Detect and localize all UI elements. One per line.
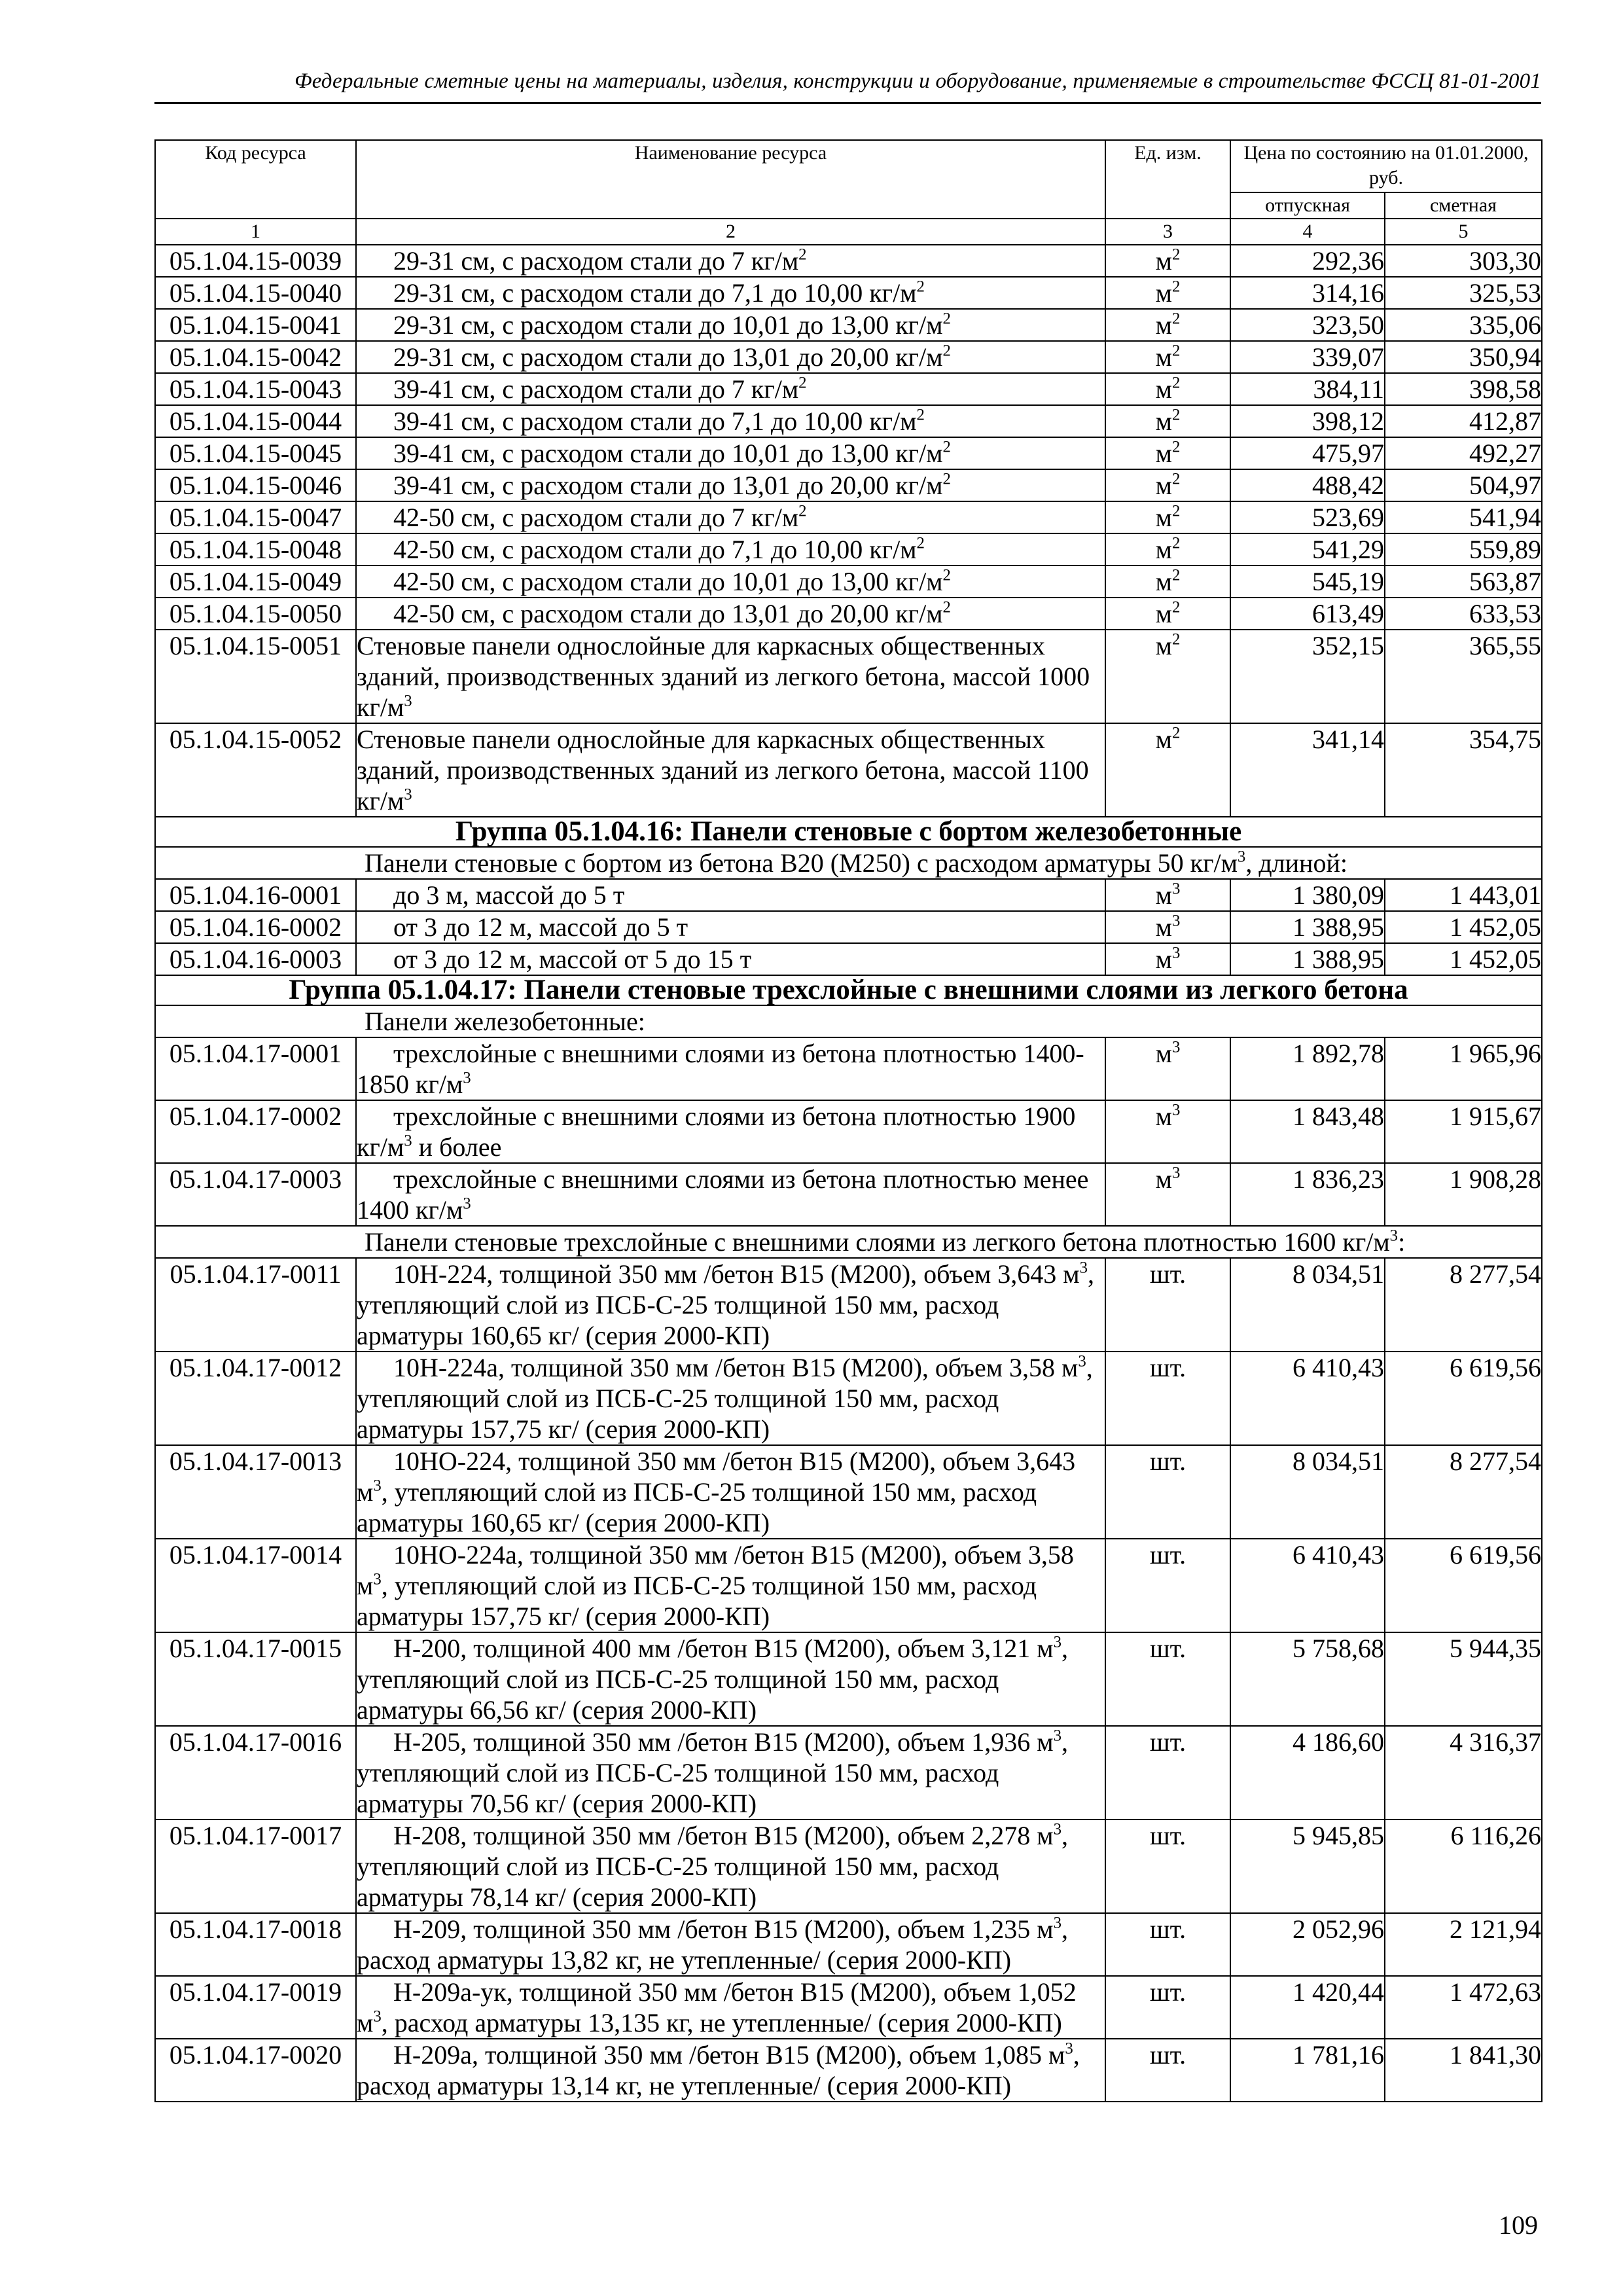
estimate-price: 563,87 <box>1385 565 1542 598</box>
release-price: 292,36 <box>1230 245 1385 277</box>
unit-of-measure: шт. <box>1105 1726 1230 1820</box>
resource-code: 05.1.04.16-0003 <box>155 943 356 975</box>
resource-code: 05.1.04.15-0042 <box>155 341 356 373</box>
release-price: 1 781,16 <box>1230 2039 1385 2102</box>
release-price: 339,07 <box>1230 341 1385 373</box>
table-row <box>155 911 1542 943</box>
unit-of-measure: $м^3$ <box>1105 1037 1230 1100</box>
estimate-price: 6 619,56 <box>1385 1539 1542 1632</box>
estimate-price: 6 619,56 <box>1385 1352 1542 1445</box>
release-price: 8 034,51 <box>1230 1445 1385 1539</box>
table-row <box>155 1820 1542 1913</box>
resource-name: 10Н-224, толщиной 350 мм /бетон В15 (М200), объем 3,643 $м^3$, утепляющий слой из ПСБ-С-25 толщиной 150 мм, расход арматуры 160,65 кг/ (серия 2000-КП) <box>356 1258 1105 1352</box>
table-row <box>155 405 1542 437</box>
resource-code: 05.1.04.16-0001 <box>155 879 356 911</box>
estimate-price: 8 277,54 <box>1385 1445 1542 1539</box>
resource-code: 05.1.04.15-0051 <box>155 630 356 723</box>
subheader-row <box>155 1005 1542 1037</box>
unit-of-measure: шт. <box>1105 1539 1230 1632</box>
estimate-price: 398,58 <box>1385 373 1542 405</box>
page-number: 109 <box>1499 2210 1538 2240</box>
table-row <box>155 723 1542 817</box>
unit-of-measure: $м^2$ <box>1105 277 1230 309</box>
resource-code: 05.1.04.15-0041 <box>155 309 356 341</box>
estimate-price: 8 277,54 <box>1385 1258 1542 1352</box>
table-row <box>155 630 1542 723</box>
unit-of-measure: шт. <box>1105 2039 1230 2102</box>
unit-of-measure: $м^2$ <box>1105 630 1230 723</box>
release-price: 8 034,51 <box>1230 1258 1385 1352</box>
unit-of-measure: $м^2$ <box>1105 341 1230 373</box>
estimate-price: 350,94 <box>1385 341 1542 373</box>
resource-name: 39-41 см, с расходом стали до 7 $кг/м^2$ <box>356 373 1105 405</box>
table-row <box>155 565 1542 598</box>
release-price: 1 892,78 <box>1230 1037 1385 1100</box>
resource-code: 05.1.04.15-0044 <box>155 405 356 437</box>
column-number-2: 2 <box>356 219 1105 245</box>
table-row <box>155 533 1542 565</box>
unit-of-measure: $м^2$ <box>1105 245 1230 277</box>
resource-code: 05.1.04.15-0048 <box>155 533 356 565</box>
release-price: 1 843,48 <box>1230 1100 1385 1163</box>
resource-name: 29-31 см, с расходом стали до 7,1 до 10,00 $кг/м^2$ <box>356 277 1105 309</box>
resource-code: 05.1.04.16-0002 <box>155 911 356 943</box>
unit-of-measure: шт. <box>1105 1632 1230 1726</box>
header-estimate-price: сметная <box>1385 192 1542 219</box>
resource-name: Н-205, толщиной 350 мм /бетон В15 (М200), объем 1,936 $м^3$, утепляющий слой из ПСБ-С-25 толщиной 150 мм, расход арматуры 70,56 кг/ (серия 2000-КП) <box>356 1726 1105 1820</box>
resource-name: трехслойные с внешними слоями из бетона плотностью 1900 $кг/м^3$ и более <box>356 1100 1105 1163</box>
unit-of-measure: $м^3$ <box>1105 879 1230 911</box>
resource-name: от 3 до 12 м, массой от 5 до 15 т <box>356 943 1105 975</box>
subheader-label: Панели стеновые с бортом из бетона В20 (М250) с расходом арматуры 50 $кг/м^3$, длиной: <box>155 847 1542 879</box>
estimate-price: 492,27 <box>1385 437 1542 469</box>
group-title: Группа 05.1.04.16: Панели стеновые с бортом железобетонные <box>155 817 1542 847</box>
release-price: 384,11 <box>1230 373 1385 405</box>
estimate-price: 365,55 <box>1385 630 1542 723</box>
resource-name: 10Н-224а, толщиной 350 мм /бетон В15 (М200), объем 3,58 $м^3$, утепляющий слой из ПСБ-С-25 толщиной 150 мм, расход арматуры 157,75 кг/ (серия 2000-КП) <box>356 1352 1105 1445</box>
group-header-row <box>155 817 1542 847</box>
unit-of-measure: $м^2$ <box>1105 723 1230 817</box>
table-row <box>155 598 1542 630</box>
header-price-group: Цена по состоянию на 01.01.2000, руб. <box>1230 140 1542 192</box>
release-price: 1 388,95 <box>1230 911 1385 943</box>
release-price: 5 758,68 <box>1230 1632 1385 1726</box>
estimate-price: 1 965,96 <box>1385 1037 1542 1100</box>
estimate-price: 412,87 <box>1385 405 1542 437</box>
resource-code: 05.1.04.17-0018 <box>155 1913 356 1976</box>
table-row <box>155 2039 1542 2102</box>
unit-of-measure: шт. <box>1105 1445 1230 1539</box>
resource-code: 05.1.04.17-0012 <box>155 1352 356 1445</box>
resource-code: 05.1.04.15-0043 <box>155 373 356 405</box>
table-row <box>155 1163 1542 1226</box>
resource-name: Н-209, толщиной 350 мм /бетон В15 (М200), объем 1,235 $м^3$, расход арматуры 13,82 кг, не утепленные/ (серия 2000-КП) <box>356 1913 1105 1976</box>
resource-code: 05.1.04.17-0017 <box>155 1820 356 1913</box>
unit-of-measure: $м^2$ <box>1105 565 1230 598</box>
resource-code: 05.1.04.15-0049 <box>155 565 356 598</box>
estimate-price: 1 841,30 <box>1385 2039 1542 2102</box>
table-row <box>155 1976 1542 2039</box>
resource-name: до 3 м, массой до 5 т <box>356 879 1105 911</box>
unit-of-measure: шт. <box>1105 1913 1230 1976</box>
header-unit: Ед. изм. <box>1105 140 1230 219</box>
resource-code: 05.1.04.15-0039 <box>155 245 356 277</box>
table-row <box>155 1352 1542 1445</box>
release-price: 1 388,95 <box>1230 943 1385 975</box>
unit-of-measure: $м^2$ <box>1105 533 1230 565</box>
release-price: 523,69 <box>1230 501 1385 533</box>
release-price: 314,16 <box>1230 277 1385 309</box>
unit-of-measure: $м^3$ <box>1105 1100 1230 1163</box>
header-code: Код ресурса <box>155 140 356 219</box>
table-row <box>155 373 1542 405</box>
unit-of-measure: $м^3$ <box>1105 911 1230 943</box>
table-row <box>155 1100 1542 1163</box>
unit-of-measure: $м^2$ <box>1105 469 1230 501</box>
resource-name: Н-209а, толщиной 350 мм /бетон В15 (М200), объем 1,085 $м^3$, расход арматуры 13,14 кг, не утепленные/ (серия 2000-КП) <box>356 2039 1105 2102</box>
table-row <box>155 1632 1542 1726</box>
resource-name: трехслойные с внешними слоями из бетона плотностью 1400- 1850 $кг/м^3$ <box>356 1037 1105 1100</box>
release-price: 1 380,09 <box>1230 879 1385 911</box>
resource-name: 29-31 см, с расходом стали до 10,01 до 13,00 $кг/м^2$ <box>356 309 1105 341</box>
table-row <box>155 341 1542 373</box>
resource-name: Н-208, толщиной 350 мм /бетон В15 (М200), объем 2,278 $м^3$, утепляющий слой из ПСБ-С-25 толщиной 150 мм, расход арматуры 78,14 кг/ (серия 2000-КП) <box>356 1820 1105 1913</box>
unit-of-measure: $м^3$ <box>1105 943 1230 975</box>
resource-code: 05.1.04.17-0015 <box>155 1632 356 1726</box>
column-number-3: 3 <box>1105 219 1230 245</box>
resource-name: 29-31 см, с расходом стали до 13,01 до 20,00 $кг/м^2$ <box>356 341 1105 373</box>
release-price: 398,12 <box>1230 405 1385 437</box>
resource-name: 42-50 см, с расходом стали до 7,1 до 10,00 $кг/м^2$ <box>356 533 1105 565</box>
estimate-price: 4 316,37 <box>1385 1726 1542 1820</box>
resource-code: 05.1.04.17-0019 <box>155 1976 356 2039</box>
resource-code: 05.1.04.17-0001 <box>155 1037 356 1100</box>
table-row <box>155 501 1542 533</box>
estimate-price: 6 116,26 <box>1385 1820 1542 1913</box>
release-price: 545,19 <box>1230 565 1385 598</box>
running-head: Федеральные сметные цены на материалы, изделия, конструкции и оборудование, применяемые в строительстве ФССЦ 81-01-2001 <box>294 69 1541 93</box>
resource-code: 05.1.04.15-0046 <box>155 469 356 501</box>
table-row <box>155 1258 1542 1352</box>
table-row <box>155 245 1542 277</box>
release-price: 6 410,43 <box>1230 1539 1385 1632</box>
unit-of-measure: шт. <box>1105 1258 1230 1352</box>
estimate-price: 504,97 <box>1385 469 1542 501</box>
resource-code: 05.1.04.17-0020 <box>155 2039 356 2102</box>
estimate-price: 1 915,67 <box>1385 1100 1542 1163</box>
resource-code: 05.1.04.15-0047 <box>155 501 356 533</box>
table-body <box>155 245 1542 2102</box>
group-header-row <box>155 975 1542 1005</box>
table-row <box>155 437 1542 469</box>
table-row <box>155 1445 1542 1539</box>
resource-code: 05.1.04.15-0050 <box>155 598 356 630</box>
estimate-price: 2 121,94 <box>1385 1913 1542 1976</box>
resource-name: 39-41 см, с расходом стали до 10,01 до 13,00 $кг/м^2$ <box>356 437 1105 469</box>
unit-of-measure: шт. <box>1105 1352 1230 1445</box>
estimate-price: 1 452,05 <box>1385 911 1542 943</box>
header-release-price: отпускная <box>1230 192 1385 219</box>
estimate-price: 633,53 <box>1385 598 1542 630</box>
resource-name: 10НО-224а, толщиной 350 мм /бетон В15 (М200), объем 3,58 $м^3$, утепляющий слой из ПСБ-С-25 толщиной 150 мм, расход арматуры 157,75 кг/ (серия 2000-КП) <box>356 1539 1105 1632</box>
resource-name: Стеновые панели однослойные для каркасных общественных зданий, производственных зданий из легкого бетона, массой 1000 $кг/м^3$ <box>356 630 1105 723</box>
table-row <box>155 1539 1542 1632</box>
running-head-rule <box>154 102 1541 104</box>
table-row <box>155 469 1542 501</box>
subheader-label: Панели железобетонные: <box>155 1005 1542 1037</box>
table-row <box>155 1726 1542 1820</box>
release-price: 341,14 <box>1230 723 1385 817</box>
release-price: 323,50 <box>1230 309 1385 341</box>
table-row <box>155 1037 1542 1100</box>
subheader-row <box>155 1226 1542 1258</box>
unit-of-measure: шт. <box>1105 1976 1230 2039</box>
release-price: 1 420,44 <box>1230 1976 1385 2039</box>
subheader-label: Панели стеновые трехслойные с внешними слоями из легкого бетона плотностью 1600 $кг/м^3$: <box>155 1226 1542 1258</box>
unit-of-measure: шт. <box>1105 1820 1230 1913</box>
resource-code: 05.1.04.15-0052 <box>155 723 356 817</box>
resource-name: Стеновые панели однослойные для каркасных общественных зданий, производственных зданий из легкого бетона, массой 1100 $кг/м^3$ <box>356 723 1105 817</box>
column-number-1: 1 <box>155 219 356 245</box>
resource-code: 05.1.04.17-0011 <box>155 1258 356 1352</box>
header-name: Наименование ресурса <box>356 140 1105 219</box>
resource-code: 05.1.04.17-0003 <box>155 1163 356 1226</box>
release-price: 488,42 <box>1230 469 1385 501</box>
release-price: 352,15 <box>1230 630 1385 723</box>
estimate-price: 354,75 <box>1385 723 1542 817</box>
resource-code: 05.1.04.15-0040 <box>155 277 356 309</box>
subheader-row <box>155 847 1542 879</box>
resource-name: 39-41 см, с расходом стали до 13,01 до 20,00 $кг/м^2$ <box>356 469 1105 501</box>
release-price: 5 945,85 <box>1230 1820 1385 1913</box>
estimate-price: 541,94 <box>1385 501 1542 533</box>
release-price: 6 410,43 <box>1230 1352 1385 1445</box>
estimate-price: 1 443,01 <box>1385 879 1542 911</box>
resource-code: 05.1.04.17-0002 <box>155 1100 356 1163</box>
table-row <box>155 1913 1542 1976</box>
resource-code: 05.1.04.17-0013 <box>155 1445 356 1539</box>
resource-name: Н-200, толщиной 400 мм /бетон В15 (М200), объем 3,121 $м^3$, утепляющий слой из ПСБ-С-25 толщиной 150 мм, расход арматуры 66,56 кг/ (серия 2000-КП) <box>356 1632 1105 1726</box>
unit-of-measure: $м^2$ <box>1105 501 1230 533</box>
table-row <box>155 277 1542 309</box>
release-price: 4 186,60 <box>1230 1726 1385 1820</box>
group-title: Группа 05.1.04.17: Панели стеновые трехслойные с внешними слоями из легкого бетона <box>155 975 1542 1005</box>
resource-name: 10НО-224, толщиной 350 мм /бетон В15 (М200), объем 3,643 $м^3$, утепляющий слой из ПСБ-С-25 толщиной 150 мм, расход арматуры 160,65 кг/ (серия 2000-КП) <box>356 1445 1105 1539</box>
resource-name: 42-50 см, с расходом стали до 13,01 до 20,00 $кг/м^2$ <box>356 598 1105 630</box>
table-row <box>155 943 1542 975</box>
estimate-price: 559,89 <box>1385 533 1542 565</box>
resource-code: 05.1.04.15-0045 <box>155 437 356 469</box>
resource-name: от 3 до 12 м, массой до 5 т <box>356 911 1105 943</box>
resource-name: трехслойные с внешними слоями из бетона плотностью менее 1400 $кг/м^3$ <box>356 1163 1105 1226</box>
release-price: 475,97 <box>1230 437 1385 469</box>
table-row <box>155 879 1542 911</box>
estimate-price: 5 944,35 <box>1385 1632 1542 1726</box>
resource-name: 42-50 см, с расходом стали до 10,01 до 13,00 $кг/м^2$ <box>356 565 1105 598</box>
column-number-5: 5 <box>1385 219 1542 245</box>
estimate-price: 335,06 <box>1385 309 1542 341</box>
release-price: 2 052,96 <box>1230 1913 1385 1976</box>
unit-of-measure: $м^2$ <box>1105 405 1230 437</box>
column-number-4: 4 <box>1230 219 1385 245</box>
estimate-price: 325,53 <box>1385 277 1542 309</box>
unit-of-measure: $м^2$ <box>1105 437 1230 469</box>
release-price: 613,49 <box>1230 598 1385 630</box>
unit-of-measure: $м^3$ <box>1105 1163 1230 1226</box>
resource-name: 29-31 см, с расходом стали до 7 $кг/м^2$ <box>356 245 1105 277</box>
estimate-price: 303,30 <box>1385 245 1542 277</box>
unit-of-measure: $м^2$ <box>1105 309 1230 341</box>
table-row <box>155 309 1542 341</box>
resource-name: 42-50 см, с расходом стали до 7 $кг/м^2$ <box>356 501 1105 533</box>
price-table <box>154 139 1543 2102</box>
resource-code: 05.1.04.17-0014 <box>155 1539 356 1632</box>
unit-of-measure: $м^2$ <box>1105 373 1230 405</box>
estimate-price: 1 908,28 <box>1385 1163 1542 1226</box>
unit-of-measure: $м^2$ <box>1105 598 1230 630</box>
estimate-price: 1 472,63 <box>1385 1976 1542 2039</box>
estimate-price: 1 452,05 <box>1385 943 1542 975</box>
resource-code: 05.1.04.17-0016 <box>155 1726 356 1820</box>
release-price: 1 836,23 <box>1230 1163 1385 1226</box>
resource-name: Н-209а-ук, толщиной 350 мм /бетон В15 (М200), объем 1,052 $м^3$, расход арматуры 13,135 кг, не утепленные/ (серия 2000-КП) <box>356 1976 1105 2039</box>
release-price: 541,29 <box>1230 533 1385 565</box>
resource-name: 39-41 см, с расходом стали до 7,1 до 10,00 $кг/м^2$ <box>356 405 1105 437</box>
